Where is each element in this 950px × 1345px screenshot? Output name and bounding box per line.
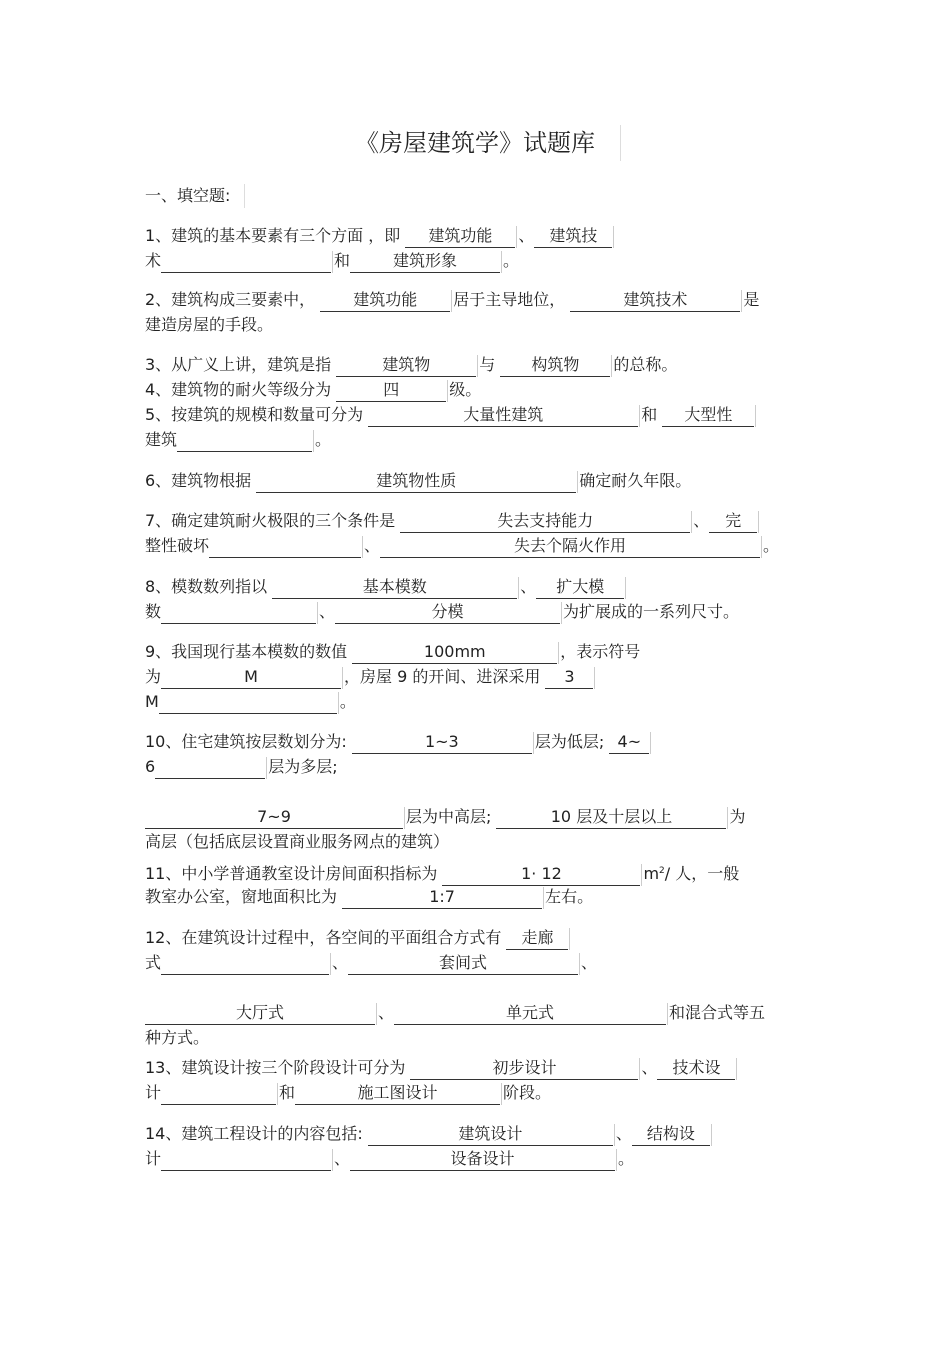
answer-blank <box>161 1148 331 1171</box>
answer-blank: 完 <box>709 510 757 533</box>
question-line <box>145 1000 807 1025</box>
blank-divider <box>625 577 626 599</box>
blank-divider <box>561 602 562 624</box>
question-7 <box>145 639 807 714</box>
question-text: ，表示符号 <box>560 642 641 661</box>
question-line <box>145 468 807 493</box>
question-text: 4、建筑物的耐火等级分为 <box>145 380 337 399</box>
answer-blank: 套间式 <box>348 952 578 975</box>
question-text: 整性破坏 <box>145 536 210 555</box>
question-text: 13、建筑设计按三个阶段设计可分为 <box>145 1058 411 1077</box>
answer-blank <box>161 952 329 975</box>
answer-blank: 施工图设计 <box>295 1082 500 1105</box>
blank-divider <box>543 887 544 909</box>
answer-blank <box>161 250 331 273</box>
question-line <box>145 427 807 452</box>
blank-divider <box>317 602 318 624</box>
question-line <box>145 287 807 312</box>
blank-divider <box>736 1058 737 1080</box>
question-line <box>145 975 807 1000</box>
question-text: 6 <box>145 757 156 776</box>
question-text: 14、建筑工程设计的内容包括: <box>145 1124 368 1143</box>
question-11 <box>145 1055 807 1105</box>
question-line <box>145 664 807 689</box>
answer-blank: 构筑物 <box>500 354 610 377</box>
question-text: 级。 <box>449 380 482 399</box>
answer-blank: 1:7 <box>342 886 542 909</box>
answer-blank: 大型性 <box>662 404 754 427</box>
question-text: 居于主导地位， <box>453 290 571 309</box>
blank-divider <box>569 928 570 950</box>
blank-divider <box>533 732 534 754</box>
question-text: 、 <box>518 226 535 245</box>
question-text: 、 <box>615 1124 632 1143</box>
blank-divider <box>277 1083 278 1105</box>
question-text: 数 <box>145 602 162 621</box>
question-text: 阶段。 <box>503 1083 552 1102</box>
question-text: 3、从广义上讲，建筑是指 <box>145 355 337 374</box>
question-text: 种方式。 <box>145 1028 210 1047</box>
question-2 <box>145 287 807 337</box>
blank-divider <box>758 511 759 533</box>
answer-blank <box>159 691 337 714</box>
answer-blank: 结构设 <box>632 1123 710 1146</box>
question-text: m <box>643 864 660 883</box>
question-text: 高层（包括底层设置商业服务网点的建筑） <box>145 832 450 851</box>
question-text: 为扩展成的一系列尺寸。 <box>563 602 740 621</box>
question-line <box>145 377 807 402</box>
answer-blank: 单元式 <box>394 1002 666 1025</box>
answer-blank: 基本模数 <box>272 576 517 599</box>
blank-divider <box>332 251 333 273</box>
blank-divider <box>338 692 339 714</box>
question-text: 建筑 <box>145 430 178 449</box>
question-5 <box>145 508 807 558</box>
blank-divider <box>650 732 651 754</box>
blank-divider <box>594 667 595 689</box>
question-line <box>145 729 807 754</box>
question-text: 左右。 <box>545 887 594 906</box>
answer-blank: 扩大模 <box>536 576 624 599</box>
question-text: 、 <box>693 511 710 530</box>
question-text: 层为低层; <box>534 732 610 751</box>
question-line <box>145 779 807 804</box>
blank-divider <box>404 807 405 829</box>
question-line <box>145 508 807 533</box>
question-line <box>145 352 807 377</box>
question-text: 6、建筑物根据 <box>145 471 257 490</box>
question-text: 是 <box>743 290 760 309</box>
question-9 <box>145 859 807 909</box>
question-text: 的总称。 <box>613 355 678 374</box>
blank-divider <box>616 1149 617 1171</box>
question-line <box>145 829 807 854</box>
answer-blank: 四 <box>336 379 446 402</box>
question-line <box>145 574 807 599</box>
answer-blank: 建筑物 <box>336 354 476 377</box>
question-text: 计 <box>145 1083 162 1102</box>
answer-blank: 7~9 <box>145 806 403 829</box>
answer-blank <box>161 1082 276 1105</box>
question-text: 10、住宅建筑按层数划分为: <box>145 732 352 751</box>
question-8 <box>145 729 807 854</box>
question-line <box>145 223 807 248</box>
superscript: 2 <box>659 866 665 876</box>
question-line <box>145 1055 807 1080</box>
answer-blank: 大厅式 <box>145 1002 375 1025</box>
question-line <box>145 599 807 624</box>
question-line <box>145 1121 807 1146</box>
blank-divider <box>332 1149 333 1171</box>
answer-blank: 1· 12 <box>442 863 640 886</box>
question-text: 和 <box>641 405 663 424</box>
question-line <box>145 402 807 427</box>
question-6 <box>145 574 807 624</box>
question-text: 和 <box>279 1083 296 1102</box>
question-line <box>145 639 807 664</box>
answer-blank: 失去支持能力 <box>400 510 690 533</box>
answer-blank: 分模 <box>335 601 560 624</box>
question-text: 12、在建筑设计过程中，各空间的平面组合方式有 <box>145 928 507 947</box>
question-line <box>145 312 807 337</box>
answer-blank: 4~ <box>609 731 649 754</box>
question-text: 计 <box>145 1149 162 1168</box>
question-text: 8、模数数列指以 <box>145 577 273 596</box>
blank-divider <box>579 953 580 975</box>
answer-blank: 建筑功能 <box>320 289 450 312</box>
answer-blank <box>209 535 361 558</box>
question-line <box>145 884 807 909</box>
question-text: 、 <box>364 536 381 555</box>
question-text: / 人，一般 <box>664 864 740 883</box>
answer-blank: 3 <box>545 666 593 689</box>
question-3 <box>145 352 807 452</box>
answer-blank: 设备设计 <box>350 1148 615 1171</box>
question-text: 9、我国现行基本模数的数值 <box>145 642 353 661</box>
question-text: 。 <box>763 536 780 555</box>
question-text: 、 <box>334 1149 351 1168</box>
question-10 <box>145 925 807 1050</box>
question-1 <box>145 223 807 273</box>
question-line <box>145 1080 807 1105</box>
answer-blank <box>155 756 265 779</box>
blank-divider <box>614 1124 615 1146</box>
question-text: ，房屋 9 的开间、进深采用 <box>344 667 546 686</box>
question-text: 、 <box>520 577 537 596</box>
answer-blank: 建筑设计 <box>368 1123 613 1146</box>
question-text: 。 <box>503 251 520 270</box>
question-text: 。 <box>315 430 332 449</box>
blank-divider <box>501 251 502 273</box>
question-text: 。 <box>339 692 356 711</box>
question-text: 术 <box>145 251 162 270</box>
question-text: 7、确定建筑耐火极限的三个条件是 <box>145 511 401 530</box>
question-text: 、 <box>378 1003 395 1022</box>
blank-divider <box>667 1003 668 1025</box>
question-text: 和 <box>334 251 351 270</box>
question-text: 为 <box>145 667 162 686</box>
blank-divider <box>613 226 614 248</box>
question-line <box>145 925 807 950</box>
question-12 <box>145 1121 807 1171</box>
question-text: 、 <box>581 953 598 972</box>
answer-blank: 建筑形象 <box>350 250 500 273</box>
answer-blank: M <box>161 666 341 689</box>
answer-blank: 10 层及十层以上 <box>496 806 726 829</box>
question-text: 、 <box>641 1058 658 1077</box>
blank-divider <box>376 1003 377 1025</box>
question-line <box>145 859 807 884</box>
question-line <box>145 950 807 975</box>
question-4 <box>145 468 807 493</box>
blank-divider <box>342 667 343 689</box>
blank-divider <box>330 953 331 975</box>
answer-blank: 走廊 <box>506 927 568 950</box>
question-text: 、 <box>319 602 336 621</box>
question-line <box>145 1025 807 1050</box>
question-text: 式 <box>145 953 162 972</box>
blank-divider <box>761 536 762 558</box>
question-line <box>145 804 807 829</box>
answer-blank: 建筑物性质 <box>256 470 576 493</box>
page-title: 《房屋建筑学》试题库 <box>330 125 621 161</box>
blank-divider <box>755 405 756 427</box>
question-text: 1、建筑的基本要素有三个方面 ，即 <box>145 226 406 245</box>
answer-blank: 100mm <box>352 641 557 664</box>
question-text: 层为中高层; <box>406 807 497 826</box>
question-text: 为 <box>729 807 746 826</box>
answer-blank: 建筑功能 <box>405 225 515 248</box>
question-text: 和混合式等五 <box>669 1003 766 1022</box>
blank-divider <box>501 1083 502 1105</box>
blank-divider <box>362 536 363 558</box>
question-line <box>145 533 807 558</box>
answer-blank: 1~3 <box>352 731 532 754</box>
question-text: 2、建筑构成三要素中， <box>145 290 321 309</box>
question-text: 确定耐久年限。 <box>579 471 692 490</box>
answer-blank: 大量性建筑 <box>368 404 638 427</box>
question-text: 11、中小学普通教室设计房间面积指标为 <box>145 864 443 883</box>
blank-divider <box>711 1124 712 1146</box>
question-line <box>145 689 807 714</box>
question-line <box>145 248 807 273</box>
question-line <box>145 754 807 779</box>
answer-blank: 建筑技术 <box>570 289 740 312</box>
answer-blank <box>177 429 312 452</box>
question-text: 5、按建筑的规模和数量可分为 <box>145 405 369 424</box>
answer-blank: 失去个隔火作用 <box>380 535 760 558</box>
question-text: 、 <box>332 953 349 972</box>
question-line <box>145 1146 807 1171</box>
answer-blank: 技术设 <box>657 1057 735 1080</box>
answer-blank: 建筑技 <box>534 225 612 248</box>
question-text: 。 <box>618 1149 635 1168</box>
question-text: M <box>145 692 159 711</box>
question-text: 教室办公室，窗地面积比为 <box>145 887 343 906</box>
answer-blank <box>161 601 316 624</box>
question-text: 层为多层; <box>268 757 338 776</box>
question-text: 与 <box>479 355 501 374</box>
blank-divider <box>313 430 314 452</box>
answer-blank: 初步设计 <box>410 1057 638 1080</box>
section-heading: 一、填空题: <box>145 184 245 208</box>
question-text: 建造房屋的手段。 <box>145 315 274 334</box>
